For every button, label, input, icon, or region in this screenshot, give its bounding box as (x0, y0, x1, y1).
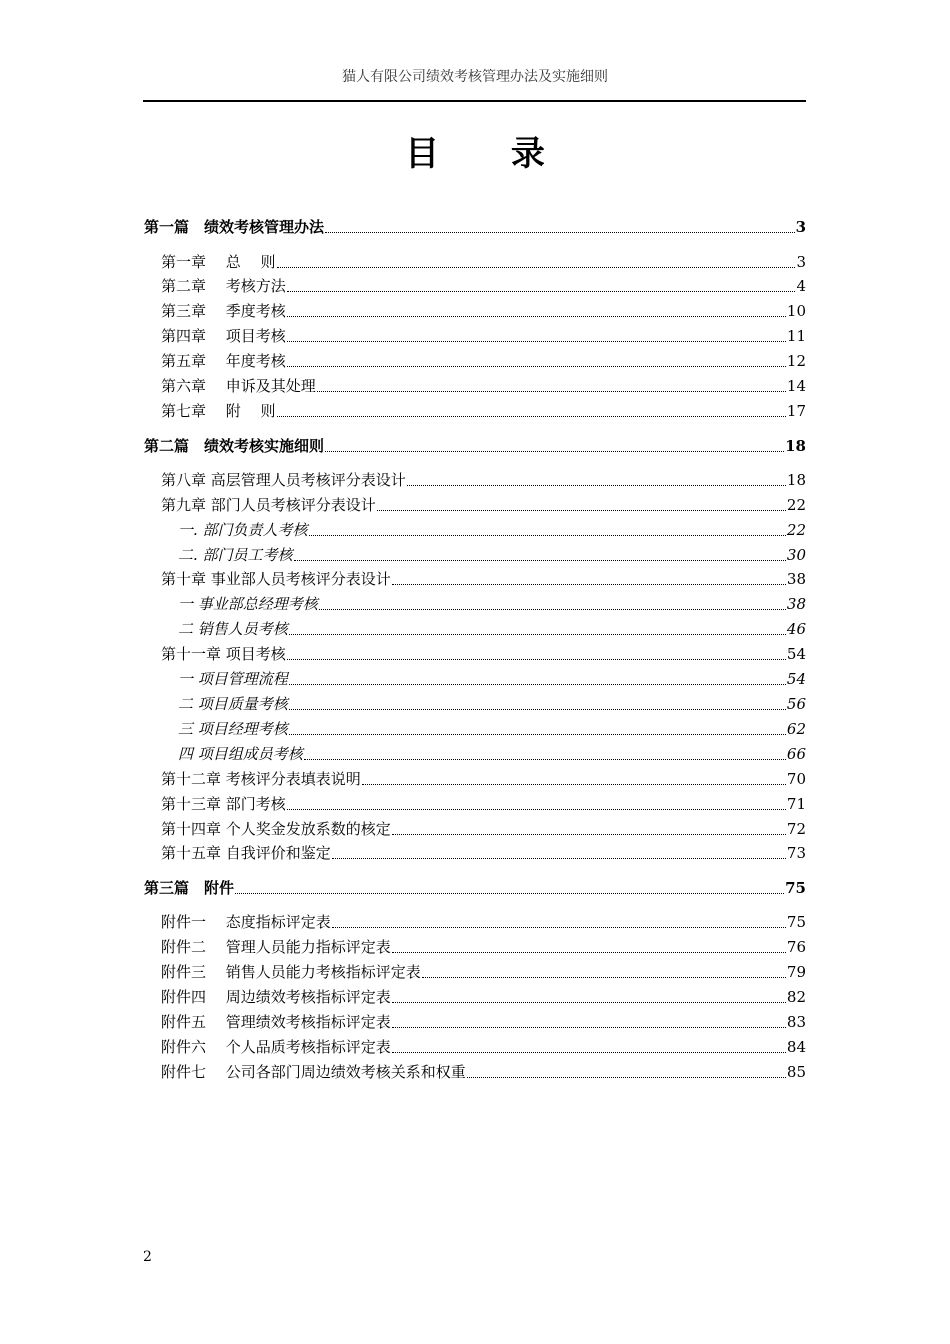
toc-entry-chap[interactable] (161, 818, 806, 840)
toc-entry-part[interactable] (144, 877, 806, 899)
toc-entry-sect[interactable] (178, 718, 806, 740)
toc-entry-chap[interactable] (161, 1061, 806, 1083)
dot-leader (289, 634, 786, 635)
toc-entry-page-number: 54 (786, 645, 806, 663)
toc-entry-sect[interactable] (178, 618, 806, 640)
toc-entry-page-number: 85 (786, 1063, 806, 1081)
toc-entry-label: 第三章 季度考核 (161, 302, 286, 320)
dot-leader (289, 734, 786, 735)
dot-leader (287, 809, 786, 810)
toc-entry-page-number: 72 (786, 820, 806, 838)
toc-entry-page-number: 62 (786, 720, 806, 738)
toc-entry-label: 第九章 部门人员考核评分表设计 (161, 496, 376, 514)
toc-entry-chap[interactable] (161, 275, 806, 297)
toc-entry-label: 附件一 态度指标评定表 (161, 913, 331, 931)
dot-leader (287, 291, 796, 292)
dot-leader (362, 784, 786, 785)
toc-entry-label: 附件二 管理人员能力指标评定表 (161, 938, 391, 956)
toc-entry-sect[interactable] (178, 544, 806, 566)
toc-entry-chap[interactable] (161, 251, 806, 273)
toc-entry-page-number: 79 (786, 963, 806, 981)
toc-entry-label: 第十章 事业部人员考核评分表设计 (161, 570, 391, 588)
toc-entry-chap[interactable] (161, 300, 806, 322)
toc-entry-chap[interactable] (161, 842, 806, 864)
toc-entry-page-number: 82 (786, 988, 806, 1006)
toc-entry-page-number: 3 (796, 253, 806, 271)
toc-entry-page-number: 73 (786, 844, 806, 862)
toc-entry-label: 四 项目组成员考核 (178, 745, 303, 763)
dot-leader (392, 952, 786, 953)
toc-entry-page-number: 70 (786, 770, 806, 788)
toc-entry-page-number: 75 (786, 913, 806, 931)
toc-entry-label: 第三篇 附件 (144, 879, 235, 897)
toc-entry-label: 附件六 个人品质考核指标评定表 (161, 1038, 391, 1056)
toc-entry-label: 第十五章 自我评价和鉴定 (161, 844, 331, 862)
toc-entry-label: 第十二章 考核评分表填表说明 (161, 770, 361, 788)
running-header: 猫人有限公司绩效考核管理办法及实施细则 (342, 69, 608, 85)
toc-entry-page-number: 56 (786, 695, 806, 713)
toc-entry-label: 第六章 申诉及其处理 (161, 377, 316, 395)
toc-entry-page-number: 84 (786, 1038, 806, 1056)
dot-leader (319, 609, 786, 610)
toc-entry-sect[interactable] (178, 693, 806, 715)
toc-entry-page-number: 54 (786, 670, 806, 688)
toc-entry-part[interactable] (144, 435, 806, 457)
toc-entry-page-number: 10 (786, 302, 806, 320)
toc-entry-chap[interactable] (161, 768, 806, 790)
dot-leader (422, 977, 786, 978)
dot-leader (392, 584, 786, 585)
dot-leader (325, 451, 784, 452)
toc-entry-page-number: 12 (786, 352, 806, 370)
toc-entry-chap[interactable] (161, 325, 806, 347)
toc-entry-label: 第十三章 部门考核 (161, 795, 286, 813)
dot-leader (277, 416, 786, 417)
toc-entry-chap[interactable] (161, 643, 806, 665)
dot-leader (377, 510, 786, 511)
toc-entry-sect[interactable] (178, 593, 806, 615)
toc-entry-page-number: 75 (785, 879, 806, 897)
toc-entry-label: 第一章 总 则 (161, 253, 276, 271)
dot-leader (287, 341, 786, 342)
dot-leader (332, 927, 786, 928)
dot-leader (287, 659, 786, 660)
toc-entry-label: 三 项目经理考核 (178, 720, 288, 738)
toc-entry-page-number: 4 (796, 277, 806, 295)
toc-entry-label: 第四章 项目考核 (161, 327, 286, 345)
toc-entry-label: 第五章 年度考核 (161, 352, 286, 370)
toc-entry-label: 第七章 附 则 (161, 402, 276, 420)
toc-entry-chap[interactable] (161, 375, 806, 397)
toc-entry-chap[interactable] (161, 400, 806, 422)
toc-entry-page-number: 38 (786, 570, 806, 588)
toc-entry-page-number: 22 (786, 496, 806, 514)
toc-entry-chap[interactable] (161, 469, 806, 491)
toc-entry-page-number: 83 (786, 1013, 806, 1031)
dot-leader (277, 267, 796, 268)
toc-entry-page-number: 17 (786, 402, 806, 420)
toc-entry-page-number: 18 (786, 471, 806, 489)
dot-leader (287, 366, 786, 367)
toc-entry-page-number: 22 (786, 521, 806, 539)
toc-entry-chap[interactable] (161, 1036, 806, 1058)
toc-entry-page-number: 30 (786, 546, 806, 564)
toc-entry-label: 第十一章 项目考核 (161, 645, 286, 663)
dot-leader (392, 1027, 786, 1028)
toc-entry-chap[interactable] (161, 986, 806, 1008)
toc-entry-sect[interactable] (178, 519, 806, 541)
toc-entry-page-number: 3 (795, 218, 806, 236)
toc-entry-page-number: 76 (786, 938, 806, 956)
dot-leader (289, 709, 786, 710)
toc-entry-label: 第十四章 个人奖金发放系数的核定 (161, 820, 391, 838)
toc-entry-page-number: 11 (786, 327, 806, 345)
toc-entry-page-number: 38 (786, 595, 806, 613)
toc-entry-label: 附件三 销售人员能力考核指标评定表 (161, 963, 421, 981)
toc-entry-chap[interactable] (161, 350, 806, 372)
toc-entry-chap[interactable] (161, 494, 806, 516)
toc-entry-label: 附件四 周边绩效考核指标评定表 (161, 988, 391, 1006)
toc-entry-part[interactable] (144, 216, 806, 238)
toc-entry-label: 附件七 公司各部门周边绩效考核关系和权重 (161, 1063, 466, 1081)
toc-entry-page-number: 18 (785, 437, 806, 455)
toc-entry-chap[interactable] (161, 911, 806, 933)
toc-entry-label: 第八章 高层管理人员考核评分表设计 (161, 471, 406, 489)
toc-entry-chap[interactable] (161, 568, 806, 590)
toc-entry-chap[interactable] (161, 961, 806, 983)
toc-entry-label: 第二章 考核方法 (161, 277, 286, 295)
dot-leader (467, 1077, 786, 1078)
dot-leader (407, 485, 786, 486)
toc-entry-sect[interactable] (178, 743, 806, 765)
dot-leader (317, 391, 786, 392)
toc-entry-label: 第二篇 绩效考核实施细则 (144, 437, 325, 455)
page-number: 2 (143, 1249, 152, 1265)
toc-entry-label: 二 销售人员考核 (178, 620, 288, 638)
dot-leader (325, 232, 795, 233)
toc-entry-label: 第一篇 绩效考核管理办法 (144, 218, 325, 236)
toc-entry-page-number: 71 (786, 795, 806, 813)
toc-entry-label: 附件五 管理绩效考核指标评定表 (161, 1013, 391, 1031)
toc-entry-chap[interactable] (161, 936, 806, 958)
dot-leader (294, 560, 786, 561)
toc-entry-label: 一. 部门负责人考核 (178, 521, 308, 539)
toc-entry-page-number: 14 (786, 377, 806, 395)
toc-entry-page-number: 46 (786, 620, 806, 638)
page-title: 目 录 (405, 134, 575, 174)
toc-entry-sect[interactable] (178, 668, 806, 690)
dot-leader (392, 1002, 786, 1003)
dot-leader (304, 759, 786, 760)
toc-entry-page-number: 66 (786, 745, 806, 763)
toc-entry-chap[interactable] (161, 1011, 806, 1033)
dot-leader (392, 834, 786, 835)
toc-entry-label: 一 项目管理流程 (178, 670, 288, 688)
dot-leader (287, 316, 786, 317)
toc-entry-label: 二 项目质量考核 (178, 695, 288, 713)
dot-leader (289, 684, 786, 685)
dot-leader (332, 858, 786, 859)
toc-entry-chap[interactable] (161, 793, 806, 815)
toc-entry-label: 一 事业部总经理考核 (178, 595, 318, 613)
dot-leader (392, 1052, 786, 1053)
dot-leader (309, 535, 786, 536)
toc-entry-label: 二. 部门员工考核 (178, 546, 293, 564)
dot-leader (235, 893, 784, 894)
